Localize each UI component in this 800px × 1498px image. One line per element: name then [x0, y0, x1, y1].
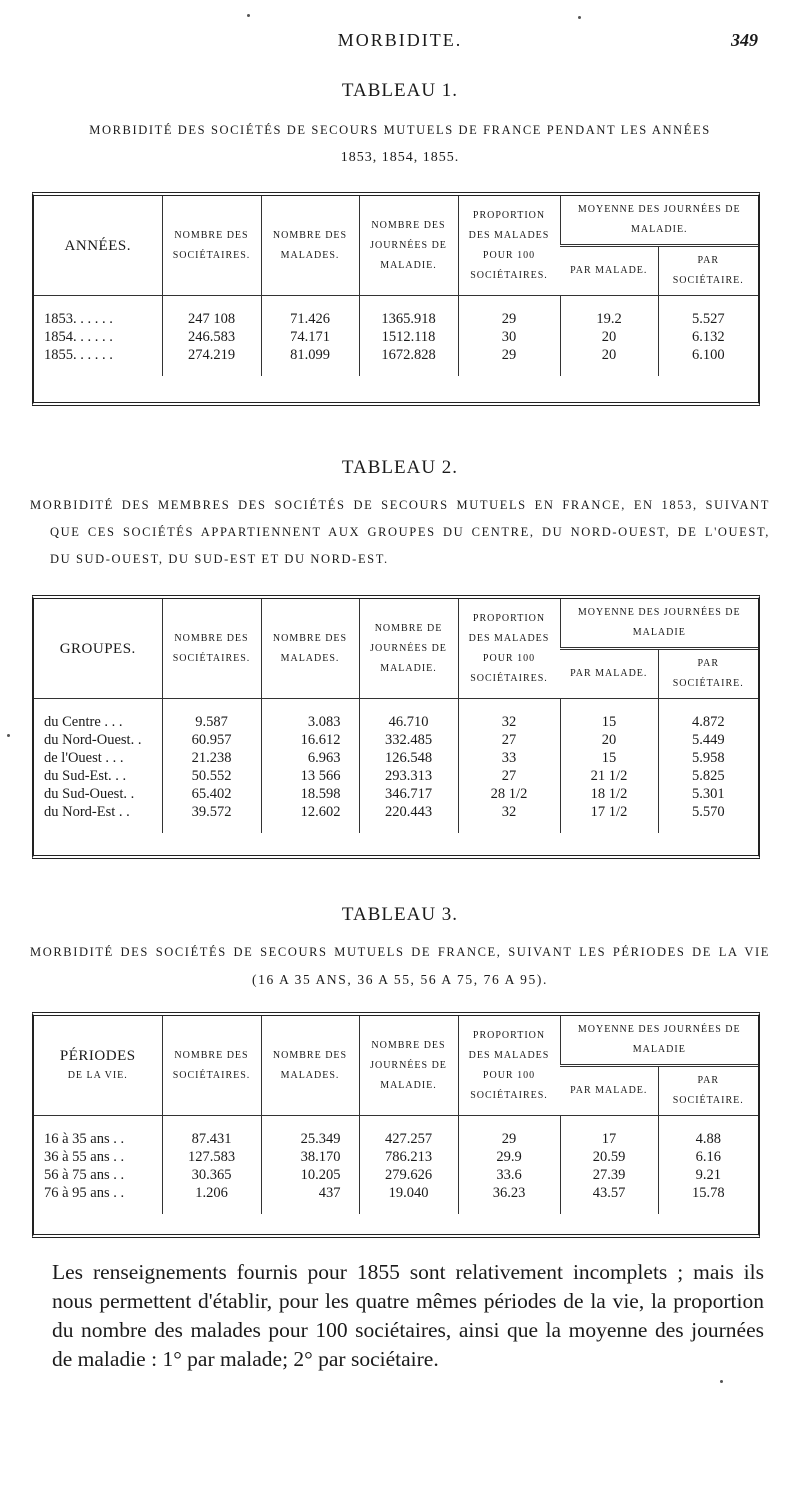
cell-journees: 1672.828 [359, 346, 458, 376]
cell-societaires: 21.238 [162, 749, 261, 767]
row-label: du Centre . . . [44, 714, 123, 730]
row-label: 1853. . . . . . [44, 311, 113, 327]
cell-journees: 786.213 [359, 1148, 458, 1166]
tableau3-heading: TABLEAU 3. [341, 904, 459, 925]
cell-par-malade: 19.2 [560, 296, 658, 328]
cell-journees: 427.257 [359, 1116, 458, 1148]
cell-proportion: 33 [458, 749, 560, 767]
tableau2-col-moyenne: MOYENNE DES JOURNÉES DE MALADIE [560, 599, 758, 649]
tableau2-col-journees: NOMBRE DE JOURNÉES DE MALADIE. [359, 599, 458, 699]
cell-societaires: 39.572 [162, 803, 261, 833]
tableau3-col-periodes-label: PÉRIODES [59, 1047, 136, 1064]
paragraph-line2: nous permettent d'établir, pour les quatre mêmes périodes de la vie, la proportion [52, 1289, 764, 1313]
table-row [34, 699, 758, 731]
tableau3-col-periodes [34, 1016, 162, 1116]
cell-societaires: 50.552 [162, 767, 261, 785]
cell-malades: 3.083 [261, 699, 359, 731]
tableau3-col-journees: NOMBRE DES JOURNÉES DE MALADIE. [359, 1016, 458, 1116]
cell-par-societaire: 4.88 [658, 1116, 758, 1148]
cell-malades: 16.612 [261, 731, 359, 749]
cell-journees: 46.710 [359, 699, 458, 731]
cell-par-malade: 43.57 [560, 1184, 658, 1214]
closing-paragraph [52, 1258, 764, 1374]
cell-par-malade: 15 [560, 749, 658, 767]
table-row [34, 749, 758, 767]
tableau3-caption [30, 939, 770, 993]
tableau3-table-frame [32, 1012, 760, 1238]
tableau1-caption-line2: 1853, 1854, 1855. [340, 150, 460, 165]
cell-proportion: 27 [458, 767, 560, 785]
tableau2-caption [30, 492, 770, 573]
tableau3-caption-line2: (16 A 35 ANS, 36 A 55, 56 A 75, 76 A 95). [252, 972, 548, 987]
cell-par-societaire: 5.570 [658, 803, 758, 833]
tableau2-col-groupes: GROUPES. [59, 640, 136, 657]
cell-par-societaire: 5.301 [658, 785, 758, 803]
cell-proportion: 27 [458, 731, 560, 749]
page-number: 349 [731, 30, 758, 50]
cell-par-malade: 20 [560, 328, 658, 346]
tableau1-heading: TABLEAU 1. [341, 80, 459, 101]
row-label: 36 à 55 ans . . [44, 1149, 125, 1165]
cell-journees: 220.443 [359, 803, 458, 833]
paragraph-line1: Les renseignements fournis pour 1855 sont relativement incomplets ; mais ils [52, 1260, 764, 1284]
tableau3-table [34, 1016, 758, 1214]
tableau1-col-par-societaire: PAR SOCIÉTAIRE. [658, 246, 758, 296]
cell-par-societaire: 4.872 [658, 699, 758, 731]
row-label: 1855. . . . . . [44, 347, 113, 363]
tableau1-table-frame [32, 192, 760, 406]
table-row [34, 1116, 758, 1148]
cell-proportion: 29 [458, 346, 560, 376]
row-label: du Nord-Est . . [44, 804, 130, 820]
tableau2-caption-line3: DU SUD-OUEST, DU SUD-EST ET DU NORD-EST. [50, 552, 389, 566]
tableau1-col-societaires: NOMBRE DES SOCIÉTAIRES. [162, 196, 261, 296]
cell-malades: 437 [261, 1184, 359, 1214]
cell-par-societaire: 5.527 [658, 296, 758, 328]
tableau3-col-periodes-sub: DE LA VIE. [67, 1069, 128, 1081]
paragraph-line4: de maladie : 1° par malade; 2° par sociétaire. [52, 1347, 439, 1371]
cell-journees: 332.485 [359, 731, 458, 749]
row-label: du Sud-Ouest. . [44, 786, 135, 802]
cell-malades: 18.598 [261, 785, 359, 803]
tableau2-col-malades: NOMBRE DES MALADES. [261, 599, 359, 699]
cell-journees: 1365.918 [359, 296, 458, 328]
cell-proportion: 28 1/2 [458, 785, 560, 803]
cell-par-malade: 15 [560, 699, 658, 731]
print-speck [7, 734, 10, 737]
cell-malades: 13 566 [261, 767, 359, 785]
tableau1-col-malades: NOMBRE DES MALADES. [261, 196, 359, 296]
cell-proportion: 32 [458, 699, 560, 731]
tableau2-col-proportion: PROPORTION DES MALADES POUR 100 SOCIÉTAIRES. [458, 599, 560, 699]
tableau1-col-par-malade: PAR MALADE. [560, 246, 658, 296]
cell-proportion: 29 [458, 1116, 560, 1148]
cell-societaires: 247 108 [162, 296, 261, 328]
cell-proportion: 33.6 [458, 1166, 560, 1184]
tableau1-table [34, 196, 758, 376]
cell-par-malade: 27.39 [560, 1166, 658, 1184]
tableau2-col-societaires: NOMBRE DES SOCIÉTAIRES. [162, 599, 261, 699]
row-label: du Sud-Est. . . [44, 768, 127, 784]
table-row [34, 1184, 758, 1214]
tableau2-table-frame [32, 595, 760, 859]
tableau3-col-proportion: PROPORTION DES MALADES POUR 100 SOCIÉTAIRES. [458, 1016, 560, 1116]
cell-malades: 71.426 [261, 296, 359, 328]
tableau2-col-par-societaire: PAR SOCIÉTAIRE. [658, 649, 758, 699]
cell-proportion: 29 [458, 296, 560, 328]
table-row [34, 1166, 758, 1184]
cell-par-societaire: 5.825 [658, 767, 758, 785]
tableau3-col-societaires: NOMBRE DES SOCIÉTAIRES. [162, 1016, 261, 1116]
cell-malades: 25.349 [261, 1116, 359, 1148]
cell-par-societaire: 5.449 [658, 731, 758, 749]
tableau1-col-proportion: PROPORTION DES MALADES POUR 100 SOCIÉTAIRES. [458, 196, 560, 296]
cell-par-malade: 20.59 [560, 1148, 658, 1166]
running-head [0, 30, 800, 54]
row-label: de l'Ouest . . . [44, 750, 124, 766]
cell-par-societaire: 6.132 [658, 328, 758, 346]
cell-societaires: 274.219 [162, 346, 261, 376]
print-speck [247, 14, 250, 17]
cell-societaires: 65.402 [162, 785, 261, 803]
tableau3-col-moyenne: MOYENNE DES JOURNÉES DE MALADIE [560, 1016, 758, 1066]
cell-par-malade: 20 [560, 731, 658, 749]
tableau3-col-malades: NOMBRE DES MALADES. [261, 1016, 359, 1116]
paragraph-line3: du nombre des malades pour 100 sociétaires, ainsi que la moyenne des journées [52, 1318, 764, 1342]
print-speck [578, 16, 581, 19]
tableau3-col-par-malade: PAR MALADE. [560, 1066, 658, 1116]
table-row [34, 731, 758, 749]
table-row [34, 328, 758, 346]
cell-societaires: 246.583 [162, 328, 261, 346]
cell-societaires: 87.431 [162, 1116, 261, 1148]
tableau1-col-annees: ANNÉES. [64, 237, 131, 254]
running-head-title: MORBIDITE. [337, 30, 463, 50]
cell-par-malade: 21 1/2 [560, 767, 658, 785]
tableau3-col-par-societaire: PAR SOCIÉTAIRE. [658, 1066, 758, 1116]
cell-journees: 19.040 [359, 1184, 458, 1214]
cell-proportion: 30 [458, 328, 560, 346]
cell-par-societaire: 5.958 [658, 749, 758, 767]
cell-journees: 346.717 [359, 785, 458, 803]
cell-societaires: 127.583 [162, 1148, 261, 1166]
cell-par-malade: 17 [560, 1116, 658, 1148]
cell-journees: 1512.118 [359, 328, 458, 346]
print-speck [720, 1380, 723, 1383]
cell-par-malade: 17 1/2 [560, 803, 658, 833]
cell-proportion: 29.9 [458, 1148, 560, 1166]
tableau1-col-moyenne: MOYENNE DES JOURNÉES DE MALADIE. [560, 196, 758, 246]
cell-malades: 38.170 [261, 1148, 359, 1166]
tableau1-col-journees: NOMBRE DES JOURNÉES DE MALADIE. [359, 196, 458, 296]
cell-journees: 293.313 [359, 767, 458, 785]
row-label: 1854. . . . . . [44, 329, 113, 345]
cell-journees: 126.548 [359, 749, 458, 767]
tableau2-col-par-malade: PAR MALADE. [560, 649, 658, 699]
row-label: 16 à 35 ans . . [44, 1131, 125, 1147]
cell-par-societaire: 15.78 [658, 1184, 758, 1214]
tableau3-caption-line1: MORBIDITÉ DES SOCIÉTÉS DE SECOURS MUTUELS DE FRANCE, SUIVANT LES PÉRIODES DE LA VIE [30, 945, 770, 959]
cell-societaires: 60.957 [162, 731, 261, 749]
cell-par-societaire: 6.100 [658, 346, 758, 376]
cell-malades: 74.171 [261, 328, 359, 346]
cell-societaires: 30.365 [162, 1166, 261, 1184]
table-row [34, 803, 758, 833]
tableau2-table [34, 599, 758, 833]
table-row [34, 296, 758, 328]
cell-malades: 6.963 [261, 749, 359, 767]
cell-par-societaire: 9.21 [658, 1166, 758, 1184]
cell-societaires: 9.587 [162, 699, 261, 731]
tableau2-caption-line2: QUE CES SOCIÉTÉS APPARTIENNENT AUX GROUPES DU CENTRE, DU NORD-OUEST, DE L'OUEST, [50, 525, 770, 539]
table-row [34, 346, 758, 376]
cell-malades: 12.602 [261, 803, 359, 833]
cell-malades: 10.205 [261, 1166, 359, 1184]
row-label: du Nord-Ouest. . [44, 732, 142, 748]
cell-malades: 81.099 [261, 346, 359, 376]
cell-journees: 279.626 [359, 1166, 458, 1184]
cell-proportion: 36.23 [458, 1184, 560, 1214]
row-label: 56 à 75 ans . . [44, 1167, 125, 1183]
cell-societaires: 1.206 [162, 1184, 261, 1214]
cell-par-societaire: 6.16 [658, 1148, 758, 1166]
cell-proportion: 32 [458, 803, 560, 833]
table-row [34, 1148, 758, 1166]
tableau1-caption-line1: MORBIDITÉ DES SOCIÉTÉS DE SECOURS MUTUELS DE FRANCE PENDANT LES ANNÉES [89, 123, 711, 137]
row-label: 76 à 95 ans . . [44, 1185, 125, 1201]
tableau2-caption-line1: MORBIDITÉ DES MEMBRES DES SOCIÉTÉS DE SECOURS MUTUELS EN FRANCE, EN 1853, SUIVANT [30, 498, 770, 512]
tableau2-heading: TABLEAU 2. [341, 457, 459, 478]
tableau1-caption [30, 117, 770, 171]
table-row [34, 767, 758, 785]
cell-par-malade: 18 1/2 [560, 785, 658, 803]
table-row [34, 785, 758, 803]
cell-par-malade: 20 [560, 346, 658, 376]
